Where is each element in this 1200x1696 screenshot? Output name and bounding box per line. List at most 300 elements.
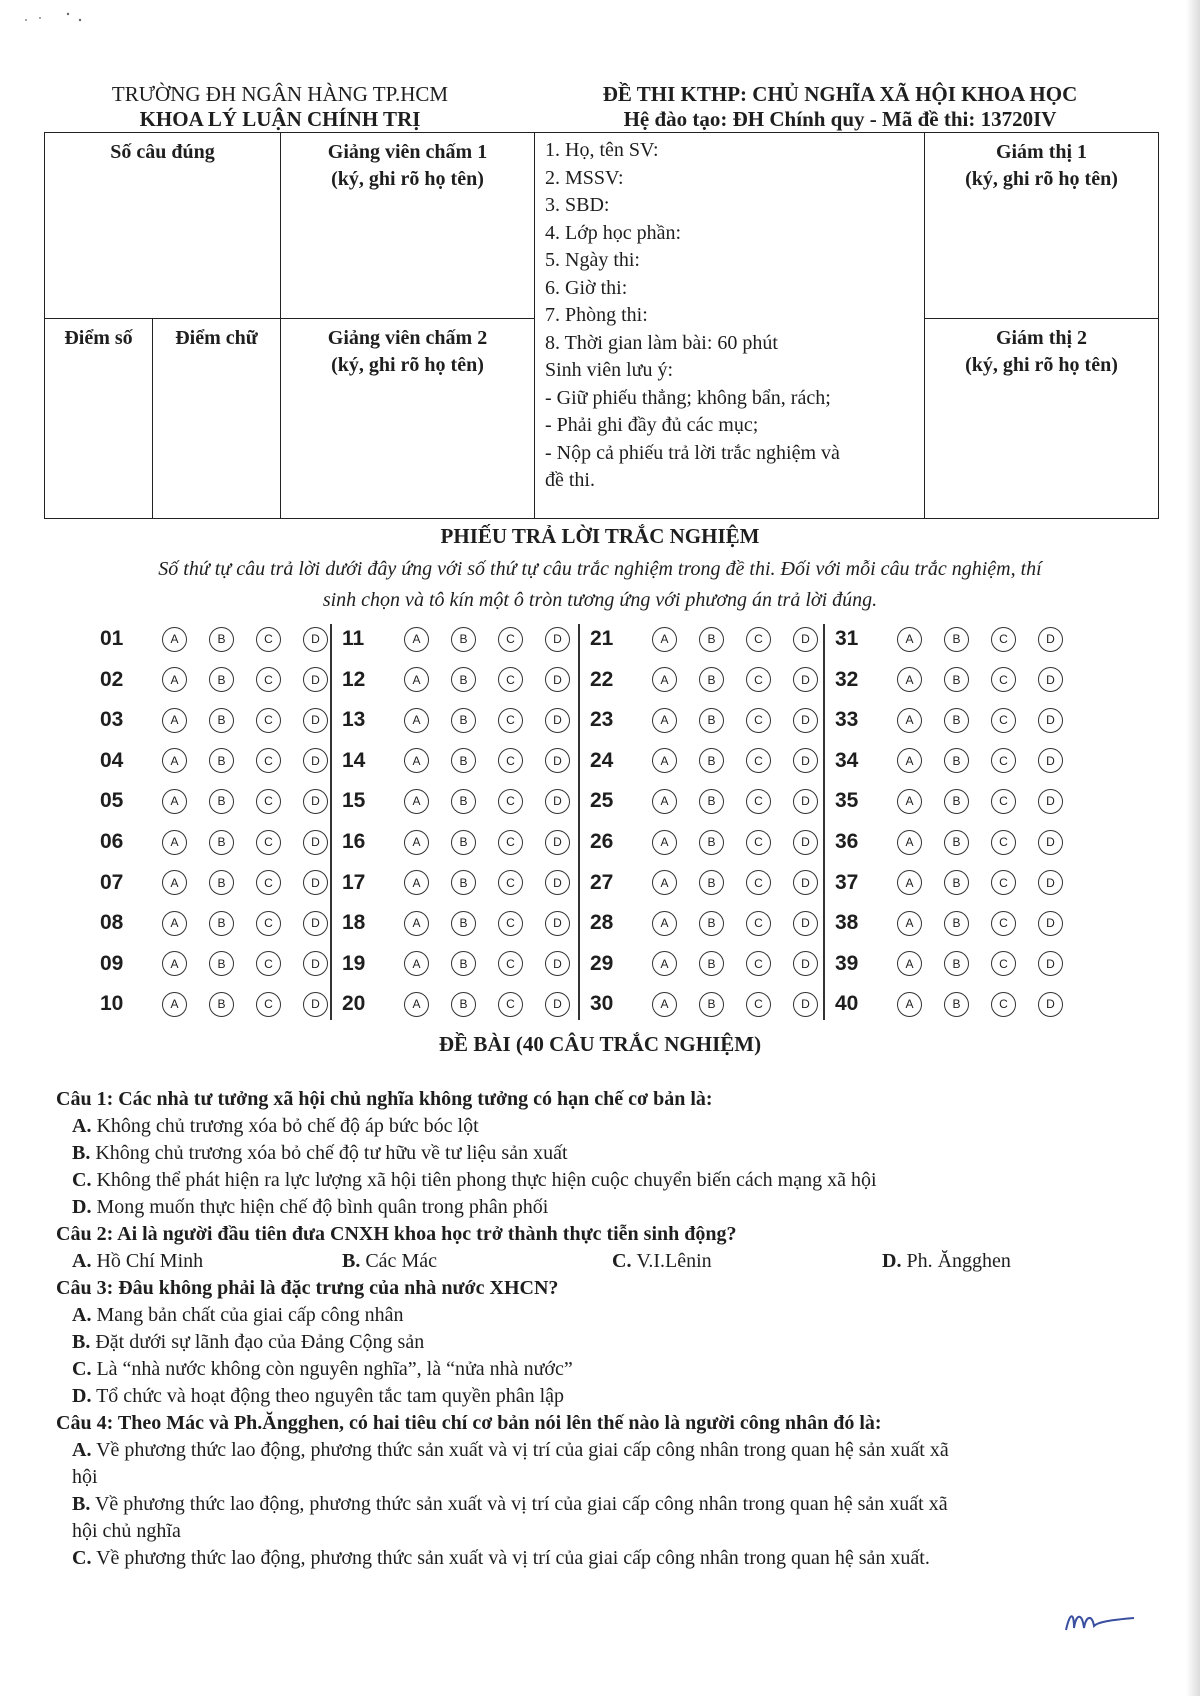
question-1-option-d xyxy=(56,1194,1156,1221)
answer-number: 34 xyxy=(835,748,859,772)
exam-section-title: ĐỀ BÀI (40 CÂU TRẮC NGHIỆM) xyxy=(438,1032,762,1056)
answer-row xyxy=(590,744,818,778)
answer-number: 01 xyxy=(100,627,124,650)
answer-bubble-a[interactable]: A xyxy=(652,992,677,1017)
answer-bubble-b[interactable]: B xyxy=(944,911,969,936)
student-field[interactable]: 4. Lớp học phần: xyxy=(545,221,682,244)
answer-bubble-d[interactable]: D xyxy=(545,667,570,692)
answer-bubble-b[interactable]: B xyxy=(451,708,476,733)
answer-bubble-c[interactable]: C xyxy=(991,708,1016,733)
option-text: Không chủ trương xóa bỏ chế độ tư hữu về tư liệu sản xuất xyxy=(95,1142,568,1164)
answer-bubble-d[interactable]: D xyxy=(1038,830,1063,855)
question-3-option-d xyxy=(56,1383,1156,1410)
answer-row xyxy=(342,744,570,778)
answer-bubble-a[interactable]: A xyxy=(897,789,922,814)
answer-bubble-d[interactable]: D xyxy=(303,951,328,976)
scan-speck-icon xyxy=(20,6,90,26)
answer-bubble-c[interactable]: C xyxy=(498,992,523,1017)
answer-bubble-a[interactable]: A xyxy=(162,992,187,1017)
student-field[interactable]: 1. Họ, tên SV: xyxy=(545,139,659,161)
answer-bubble-c[interactable]: C xyxy=(498,748,523,773)
answer-sheet-instruction-1: Số thứ tự câu trả lời dưới đây ứng với số thứ tự câu trắc nghiệm trong đề thi. Đối với mỗi câu trắc nghiệm, thí xyxy=(158,558,1042,580)
answer-bubble-a[interactable]: A xyxy=(162,627,187,652)
answer-row xyxy=(590,663,818,697)
answer-bubble-d[interactable]: D xyxy=(793,992,818,1017)
answer-bubble-d[interactable]: D xyxy=(303,748,328,773)
answer-bubble-d[interactable]: D xyxy=(545,951,570,976)
answer-bubble-d[interactable]: D xyxy=(793,951,818,976)
student-field: 8. Thời gian làm bài: 60 phút xyxy=(545,331,778,354)
answer-bubble-a[interactable]: A xyxy=(162,911,187,936)
answer-bubble-a[interactable]: A xyxy=(652,951,677,976)
answer-row xyxy=(835,947,1063,981)
answer-bubble-c[interactable]: C xyxy=(746,951,771,976)
question-2-options xyxy=(56,1248,1156,1275)
answer-number: 06 xyxy=(100,830,124,853)
answer-column xyxy=(835,620,1077,1020)
question-3-option-c xyxy=(56,1356,1156,1383)
answer-row xyxy=(100,906,328,940)
student-field: - Phải ghi đầy đủ các mục; xyxy=(545,414,759,436)
student-field[interactable]: 2. MSSV: xyxy=(545,166,624,189)
answer-bubble-a[interactable]: A xyxy=(162,951,187,976)
answer-bubble-b[interactable]: B xyxy=(944,870,969,895)
answer-bubble-a[interactable]: A xyxy=(404,627,429,652)
correct-count-cell[interactable] xyxy=(45,133,281,319)
answer-bubble-c[interactable]: C xyxy=(991,789,1016,814)
option-label: B. xyxy=(72,1493,91,1515)
answer-bubble-c[interactable]: C xyxy=(991,830,1016,855)
answer-bubble-a[interactable]: A xyxy=(162,708,187,733)
answer-row xyxy=(590,622,818,656)
answer-bubble-c[interactable]: C xyxy=(991,992,1016,1017)
answer-bubble-b[interactable]: B xyxy=(944,748,969,773)
answer-number: 31 xyxy=(835,627,859,650)
grader1-cell[interactable] xyxy=(281,133,535,319)
answer-bubble-b[interactable]: B xyxy=(451,627,476,652)
answer-bubble-d[interactable]: D xyxy=(1038,911,1063,936)
option-label: A. xyxy=(72,1115,92,1137)
question-2-option-a xyxy=(72,1248,342,1275)
answer-bubble-a[interactable]: A xyxy=(404,748,429,773)
answer-bubble-a[interactable]: A xyxy=(162,789,187,814)
answer-bubble-a[interactable]: A xyxy=(897,667,922,692)
answer-number: 14 xyxy=(342,748,366,772)
answer-row xyxy=(590,866,818,900)
answer-bubble-d[interactable]: D xyxy=(793,830,818,855)
answer-number: 38 xyxy=(835,911,859,935)
answer-number: 05 xyxy=(100,789,124,813)
answer-bubble-c[interactable]: C xyxy=(991,748,1016,773)
answer-bubble-d[interactable]: D xyxy=(793,627,818,652)
answer-bubble-d[interactable]: D xyxy=(303,789,328,814)
answer-bubble-b[interactable]: B xyxy=(944,789,969,814)
answer-bubble-c[interactable]: C xyxy=(991,627,1016,652)
answer-bubble-a[interactable]: A xyxy=(652,789,677,814)
answer-bubble-c[interactable]: C xyxy=(256,667,281,692)
answer-number: 07 xyxy=(100,870,124,894)
answer-bubble-c[interactable]: C xyxy=(746,627,771,652)
answer-bubble-a[interactable]: A xyxy=(404,830,429,855)
answer-bubble-b[interactable]: B xyxy=(699,951,724,976)
answer-bubble-d[interactable]: D xyxy=(545,708,570,733)
answer-bubble-d[interactable]: D xyxy=(303,870,328,895)
answer-bubble-c[interactable]: C xyxy=(991,667,1016,692)
proctor1-note: (ký, ghi rõ họ tên) xyxy=(965,168,1118,190)
answer-bubble-a[interactable]: A xyxy=(404,708,429,733)
answer-number: 12 xyxy=(342,667,366,691)
answer-bubble-d[interactable]: D xyxy=(1038,992,1063,1017)
answer-number: 40 xyxy=(835,992,859,1016)
option-label: B. xyxy=(72,1331,91,1353)
answer-row xyxy=(835,866,1063,900)
answer-bubble-c[interactable]: C xyxy=(256,992,281,1017)
answer-bubble-d[interactable]: D xyxy=(303,708,328,733)
answer-bubble-b[interactable]: B xyxy=(944,708,969,733)
answer-bubble-b[interactable]: B xyxy=(451,830,476,855)
answer-number: 18 xyxy=(342,911,366,935)
answer-bubble-b[interactable]: B xyxy=(209,667,234,692)
answer-number: 26 xyxy=(590,830,614,853)
option-label: D. xyxy=(72,1385,92,1407)
answer-row xyxy=(100,987,328,1021)
answer-bubble-a[interactable]: A xyxy=(652,911,677,936)
answer-number: 35 xyxy=(835,789,859,813)
answer-bubble-d[interactable]: D xyxy=(545,830,570,855)
answer-bubble-a[interactable]: A xyxy=(162,748,187,773)
option-label: B. xyxy=(342,1250,361,1272)
answer-bubble-a[interactable]: A xyxy=(897,992,922,1017)
answer-bubble-a[interactable]: A xyxy=(404,911,429,936)
answer-bubble-c[interactable]: C xyxy=(498,870,523,895)
answer-number: 09 xyxy=(100,951,124,975)
answer-row xyxy=(342,906,570,940)
answer-column xyxy=(342,620,584,1020)
option-text: Không thể phát hiện ra lực lượng xã hội tiên phong thực hiện cuộc chuyển biến cách mạng xã hội xyxy=(96,1169,877,1191)
answer-bubble-d[interactable]: D xyxy=(545,627,570,652)
answer-bubble-b[interactable]: B xyxy=(451,992,476,1017)
answer-row xyxy=(835,987,1063,1021)
answer-row xyxy=(835,784,1063,818)
answer-bubble-b[interactable]: B xyxy=(209,951,234,976)
question-4-option-c xyxy=(56,1545,1156,1572)
answer-bubble-b[interactable]: B xyxy=(699,789,724,814)
question-1-option-b xyxy=(56,1140,1156,1167)
answer-bubble-a[interactable]: A xyxy=(897,870,922,895)
answer-bubble-d[interactable]: D xyxy=(545,789,570,814)
answer-bubble-a[interactable]: A xyxy=(897,748,922,773)
answer-bubble-c[interactable]: C xyxy=(746,789,771,814)
answer-bubble-c[interactable]: C xyxy=(498,830,523,855)
score-words-cell[interactable] xyxy=(153,319,281,519)
answer-bubble-a[interactable]: A xyxy=(404,870,429,895)
answer-bubble-b[interactable]: B xyxy=(699,911,724,936)
answer-number: 10 xyxy=(100,992,124,1016)
answer-bubble-b[interactable]: B xyxy=(699,748,724,773)
answer-bubble-c[interactable]: C xyxy=(498,951,523,976)
answer-bubble-a[interactable]: A xyxy=(404,667,429,692)
answer-row xyxy=(835,825,1063,859)
student-info-table xyxy=(44,132,1159,519)
answer-bubble-c[interactable]: C xyxy=(498,708,523,733)
answer-bubble-a[interactable]: A xyxy=(162,830,187,855)
answer-bubble-b[interactable]: B xyxy=(209,992,234,1017)
answer-bubble-a[interactable]: A xyxy=(404,789,429,814)
school-name: TRƯỜNG ĐH NGÂN HÀNG TP.HCM xyxy=(111,82,449,106)
answer-row xyxy=(100,947,328,981)
answer-bubble-d[interactable]: D xyxy=(793,911,818,936)
answer-row xyxy=(342,947,570,981)
proctor1-cell[interactable] xyxy=(925,133,1159,319)
answer-row xyxy=(342,784,570,818)
answer-bubble-d[interactable]: D xyxy=(1038,708,1063,733)
answer-row xyxy=(342,825,570,859)
answer-bubble-b[interactable]: B xyxy=(209,789,234,814)
answer-bubble-c[interactable]: C xyxy=(256,911,281,936)
answer-bubble-b[interactable]: B xyxy=(699,667,724,692)
answer-bubble-a[interactable]: A xyxy=(652,748,677,773)
answer-bubble-c[interactable]: C xyxy=(746,911,771,936)
answer-bubble-d[interactable]: D xyxy=(303,667,328,692)
student-field[interactable]: 7. Phòng thi: xyxy=(545,304,648,326)
answer-bubble-c[interactable]: C xyxy=(746,748,771,773)
answer-bubble-b[interactable]: B xyxy=(699,708,724,733)
answer-bubble-c[interactable]: C xyxy=(256,789,281,814)
proctor2-note: (ký, ghi rõ họ tên) xyxy=(965,354,1118,376)
option-label: B. xyxy=(72,1142,91,1164)
option-label: C. xyxy=(72,1547,92,1569)
column-divider xyxy=(578,624,580,1020)
answer-sheet-title: PHIẾU TRẢ LỜI TRẮC NGHIỆM xyxy=(440,524,760,548)
option-text: Về phương thức lao động, phương thức sản xuất và vị trí của giai cấp công nhân trong quan hệ sản xuất. xyxy=(96,1547,930,1569)
student-fields-cell xyxy=(535,133,925,519)
answer-bubble-b[interactable]: B xyxy=(209,627,234,652)
answer-sheet-instruction-2: sinh chọn và tô kín một ô tròn tương ứng với phương án trả lời đúng. xyxy=(322,589,878,611)
answer-bubble-a[interactable]: A xyxy=(652,870,677,895)
question-1-option-a xyxy=(56,1113,1156,1140)
answer-bubble-a[interactable]: A xyxy=(404,951,429,976)
answer-row xyxy=(835,703,1063,737)
answer-bubble-d[interactable]: D xyxy=(303,830,328,855)
answer-bubble-d[interactable]: D xyxy=(793,789,818,814)
answer-bubble-b[interactable]: B xyxy=(451,789,476,814)
answer-bubble-c[interactable]: C xyxy=(991,951,1016,976)
option-text: Mong muốn thực hiện chế độ bình quân trong phân phối xyxy=(96,1196,549,1218)
answer-bubble-d[interactable]: D xyxy=(303,627,328,652)
exam-title: ĐỀ THI KTHP: CHỦ NGHĨA XÃ HỘI KHOA HỌC xyxy=(602,82,1078,106)
answer-bubble-b[interactable]: B xyxy=(699,992,724,1017)
option-text: Không chủ trương xóa bỏ chế độ áp bức bóc lột xyxy=(96,1115,479,1137)
answer-bubble-c[interactable]: C xyxy=(256,708,281,733)
answer-row xyxy=(590,703,818,737)
answer-bubble-c[interactable]: C xyxy=(746,667,771,692)
answer-bubble-d[interactable]: D xyxy=(1038,748,1063,773)
answer-row xyxy=(835,744,1063,778)
option-label: C. xyxy=(72,1358,92,1380)
answer-bubble-d[interactable]: D xyxy=(545,992,570,1017)
answer-bubble-d[interactable]: D xyxy=(303,911,328,936)
student-fields-list xyxy=(535,133,924,495)
option-text: Tổ chức và hoạt động theo nguyên tắc tam quyền phân lập xyxy=(96,1385,565,1407)
answer-number: 02 xyxy=(100,667,124,691)
answer-row xyxy=(100,825,328,859)
answer-row xyxy=(100,744,328,778)
column-divider xyxy=(823,624,825,1020)
answer-bubble-b[interactable]: B xyxy=(209,708,234,733)
answer-number: 25 xyxy=(590,789,614,813)
answer-number: 17 xyxy=(342,870,366,894)
score-number-label: Điểm số xyxy=(64,327,133,349)
answer-number: 32 xyxy=(835,667,859,691)
answer-bubble-b[interactable]: B xyxy=(209,870,234,895)
answer-bubble-d[interactable]: D xyxy=(1038,789,1063,814)
proctor2-title: Giám thị 2 xyxy=(995,327,1088,349)
answer-row xyxy=(590,987,818,1021)
question-2-option-c xyxy=(612,1248,882,1275)
answer-bubble-c[interactable]: C xyxy=(746,830,771,855)
answer-bubble-b[interactable]: B xyxy=(451,748,476,773)
answer-bubble-a[interactable]: A xyxy=(897,911,922,936)
answer-bubble-d[interactable]: D xyxy=(303,992,328,1017)
answer-bubble-b[interactable]: B xyxy=(451,667,476,692)
answer-bubble-c[interactable]: C xyxy=(256,748,281,773)
answer-number: 29 xyxy=(590,951,614,975)
answer-bubble-a[interactable]: A xyxy=(652,708,677,733)
answer-bubble-b[interactable]: B xyxy=(451,870,476,895)
grader1-note: (ký, ghi rõ họ tên) xyxy=(331,168,484,190)
answer-bubble-d[interactable]: D xyxy=(793,870,818,895)
answer-bubble-a[interactable]: A xyxy=(404,992,429,1017)
question-2-stem: Câu 2: Ai là người đầu tiên đưa CNXH khoa học trở thành thực tiễn sinh động? xyxy=(56,1223,737,1245)
question-1-stem: Câu 1: Các nhà tư tưởng xã hội chủ nghĩa không tưởng có hạn chế cơ bản là: xyxy=(56,1088,713,1110)
option-text: Là “nhà nước không còn nguyên nghĩa”, là “nửa nhà nước” xyxy=(96,1358,573,1380)
answer-row xyxy=(590,825,818,859)
column-divider xyxy=(330,624,332,1020)
answer-bubble-d[interactable]: D xyxy=(1038,870,1063,895)
answer-bubble-b[interactable]: B xyxy=(209,830,234,855)
question-3-stem: Câu 3: Đâu không phải là đặc trưng của nhà nước XHCN? xyxy=(56,1277,559,1299)
student-field[interactable]: 3. SBD: xyxy=(545,194,610,216)
question-2-option-b xyxy=(342,1248,612,1275)
answer-bubble-c[interactable]: C xyxy=(991,911,1016,936)
answer-bubble-d[interactable]: D xyxy=(793,667,818,692)
faculty-name: KHOA LÝ LUẬN CHÍNH TRỊ xyxy=(139,107,421,131)
answer-number: 27 xyxy=(590,870,614,894)
answer-number: 13 xyxy=(342,708,366,732)
answer-row xyxy=(835,906,1063,940)
question-2-option-d xyxy=(882,1248,1122,1275)
answer-bubble-b[interactable]: B xyxy=(944,992,969,1017)
answer-bubble-a[interactable]: A xyxy=(897,708,922,733)
question-4-option-a xyxy=(56,1437,1156,1464)
answer-bubble-d[interactable]: D xyxy=(545,911,570,936)
student-field: đề thi. xyxy=(545,469,595,491)
answer-bubble-b[interactable]: B xyxy=(209,748,234,773)
answer-bubble-c[interactable]: C xyxy=(498,911,523,936)
answer-bubble-c[interactable]: C xyxy=(498,627,523,652)
answer-bubble-b[interactable]: B xyxy=(451,911,476,936)
answer-bubble-b[interactable]: B xyxy=(451,951,476,976)
answer-bubble-c[interactable]: C xyxy=(498,789,523,814)
student-field[interactable]: 6. Giờ thi: xyxy=(545,276,628,299)
answer-bubble-d[interactable]: D xyxy=(793,708,818,733)
answer-row xyxy=(100,663,328,697)
answer-bubble-c[interactable]: C xyxy=(746,870,771,895)
answer-bubble-b[interactable]: B xyxy=(209,911,234,936)
answer-row xyxy=(590,906,818,940)
proctor2-cell[interactable] xyxy=(925,319,1159,519)
grader2-cell[interactable] xyxy=(281,319,535,519)
answer-row xyxy=(342,866,570,900)
answer-number: 23 xyxy=(590,708,614,732)
answer-bubble-d[interactable]: D xyxy=(1038,627,1063,652)
answer-bubble-a[interactable]: A xyxy=(897,830,922,855)
student-field[interactable]: 5. Ngày thi: xyxy=(545,249,640,271)
answer-bubble-a[interactable]: A xyxy=(652,627,677,652)
answer-bubble-c[interactable]: C xyxy=(256,870,281,895)
answer-bubble-b[interactable]: B xyxy=(944,830,969,855)
initials-signature-icon xyxy=(1060,1600,1140,1640)
answer-bubble-a[interactable]: A xyxy=(652,830,677,855)
option-label: D. xyxy=(882,1250,902,1272)
answer-bubble-c[interactable]: C xyxy=(498,667,523,692)
student-field: - Giữ phiếu thẳng; không bẩn, rách; xyxy=(545,386,831,409)
answer-bubble-a[interactable]: A xyxy=(897,627,922,652)
answer-bubble-c[interactable]: C xyxy=(256,830,281,855)
answer-bubble-c[interactable]: C xyxy=(256,951,281,976)
answer-number: 28 xyxy=(590,911,614,935)
answer-number: 04 xyxy=(100,748,124,772)
answer-bubble-d[interactable]: D xyxy=(793,748,818,773)
answer-bubble-a[interactable]: A xyxy=(162,667,187,692)
answer-bubble-a[interactable]: A xyxy=(897,951,922,976)
answer-bubble-d[interactable]: D xyxy=(1038,667,1063,692)
answer-bubble-c[interactable]: C xyxy=(746,708,771,733)
answer-bubble-b[interactable]: B xyxy=(699,627,724,652)
answer-bubble-d[interactable]: D xyxy=(1038,951,1063,976)
answer-bubble-b[interactable]: B xyxy=(944,627,969,652)
option-text: Các Mác xyxy=(365,1250,437,1272)
answer-number: 24 xyxy=(590,748,614,772)
answer-bubble-b[interactable]: B xyxy=(944,667,969,692)
proctor1-title: Giám thị 1 xyxy=(995,141,1088,163)
answer-bubble-c[interactable]: C xyxy=(256,627,281,652)
answer-bubble-d[interactable]: D xyxy=(545,748,570,773)
answer-row xyxy=(100,703,328,737)
answer-bubble-a[interactable]: A xyxy=(162,870,187,895)
option-label: A. xyxy=(72,1439,92,1461)
answer-row xyxy=(342,622,570,656)
option-text: Mang bản chất của giai cấp công nhân xyxy=(96,1304,404,1326)
score-number-cell[interactable] xyxy=(45,319,153,519)
exam-code-line: Hệ đào tạo: ĐH Chính quy - Mã đề thi: 13720IV xyxy=(623,107,1057,131)
score-words-label: Điểm chữ xyxy=(175,327,258,349)
answer-bubble-d[interactable]: D xyxy=(545,870,570,895)
answer-row xyxy=(835,622,1063,656)
answer-bubble-b[interactable]: B xyxy=(699,830,724,855)
option-text: Hồ Chí Minh xyxy=(96,1250,204,1272)
answer-bubble-a[interactable]: A xyxy=(652,667,677,692)
answer-bubble-c[interactable]: C xyxy=(746,992,771,1017)
answer-bubble-b[interactable]: B xyxy=(944,951,969,976)
option-label: A. xyxy=(72,1304,92,1326)
answer-bubble-b[interactable]: B xyxy=(699,870,724,895)
question-4-option-b-cont: hội chủ nghĩa xyxy=(72,1520,181,1542)
answer-bubble-grid xyxy=(100,620,1110,1020)
answer-row xyxy=(100,622,328,656)
answer-bubble-c[interactable]: C xyxy=(991,870,1016,895)
option-label: C. xyxy=(612,1250,632,1272)
